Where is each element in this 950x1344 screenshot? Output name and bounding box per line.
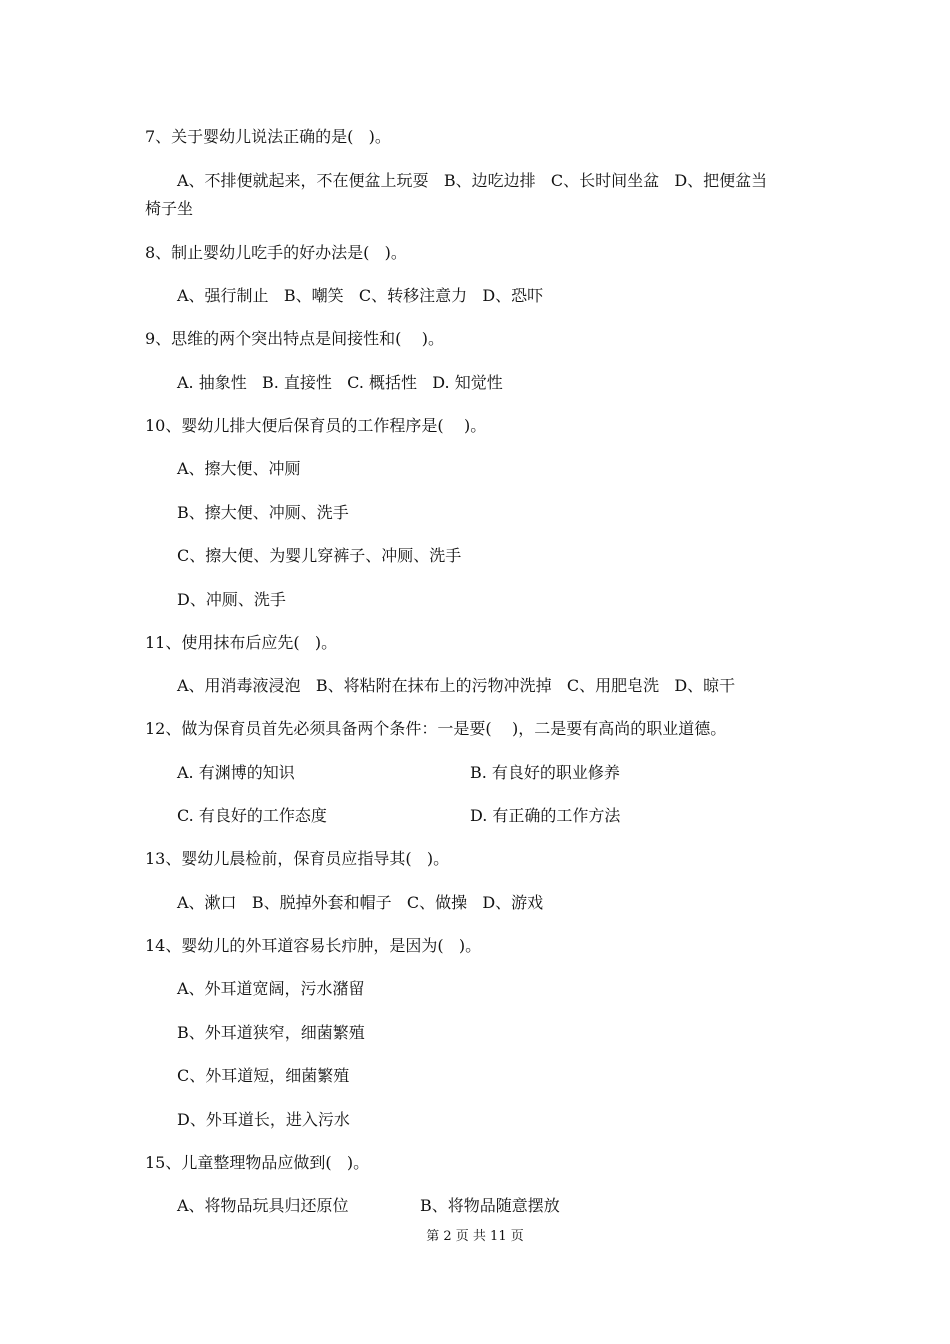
question-15-option-b: B、将物品随意摆放: [420, 1196, 560, 1215]
question-9: 9、思维的两个突出特点是间接性和( )。: [145, 329, 445, 348]
question-14: 14、婴幼儿的外耳道容易长疖肿，是因为( )。: [145, 936, 482, 955]
question-14-option-d: D、外耳道长，进入污水: [177, 1110, 350, 1129]
question-10-option-b: B、擦大便、冲厕、洗手: [177, 503, 349, 522]
question-7: 7、关于婴幼儿说法正确的是( )。: [145, 127, 391, 146]
question-13: 13、婴幼儿晨检前，保育员应指导其( )。: [145, 849, 450, 868]
page-footer: 第 2 页 共 11 页: [426, 1229, 524, 1244]
question-10-option-a: A、擦大便、冲厕: [177, 459, 301, 478]
question-8-options: A、强行制止 B、嘲笑 C、转移注意力 D、恐吓: [177, 286, 544, 305]
question-7-options-cont: 椅子坐: [145, 199, 194, 218]
question-12-option-b: B. 有良好的职业修养: [470, 763, 620, 782]
question-14-option-a: A、外耳道宽阔，污水潴留: [177, 979, 365, 998]
question-9-options: A. 抽象性 B. 直接性 C. 概括性 D. 知觉性: [177, 373, 503, 392]
question-10-option-c: C、擦大便、为婴儿穿裤子、冲厕、洗手: [177, 546, 462, 565]
question-12-option-c: C. 有良好的工作态度: [177, 806, 327, 825]
question-12: 12、做为保育员首先必须具备两个条件：一是要( )，二是要有高尚的职业道德。: [145, 719, 727, 738]
question-7-options: A、不排便就起来，不在便盆上玩耍 B、边吃边排 C、长时间坐盆 D、把便盆当: [177, 171, 768, 190]
question-14-option-c: C、外耳道短，细菌繁殖: [177, 1066, 350, 1085]
question-8: 8、制止婴幼儿吃手的好办法是( )。: [145, 243, 407, 262]
question-10: 10、婴幼儿排大便后保育员的工作程序是( )。: [145, 416, 487, 435]
question-13-options: A、漱口 B、脱掉外套和帽子 C、做操 D、游戏: [177, 893, 544, 912]
question-15: 15、儿童整理物品应做到( )。: [145, 1153, 370, 1172]
question-12-option-d: D. 有正确的工作方法: [470, 806, 621, 825]
question-11-options: A、用消毒液浸泡 B、将粘附在抹布上的污物冲洗掉 C、用肥皂洗 D、晾干: [177, 676, 736, 695]
question-10-option-d: D、冲厕、洗手: [177, 590, 286, 609]
question-15-option-a: A、将物品玩具归还原位: [177, 1196, 349, 1215]
question-14-option-b: B、外耳道狭窄，细菌繁殖: [177, 1023, 365, 1042]
question-12-option-a: A. 有渊博的知识: [177, 763, 295, 782]
question-11: 11、使用抹布后应先( )。: [145, 633, 338, 652]
